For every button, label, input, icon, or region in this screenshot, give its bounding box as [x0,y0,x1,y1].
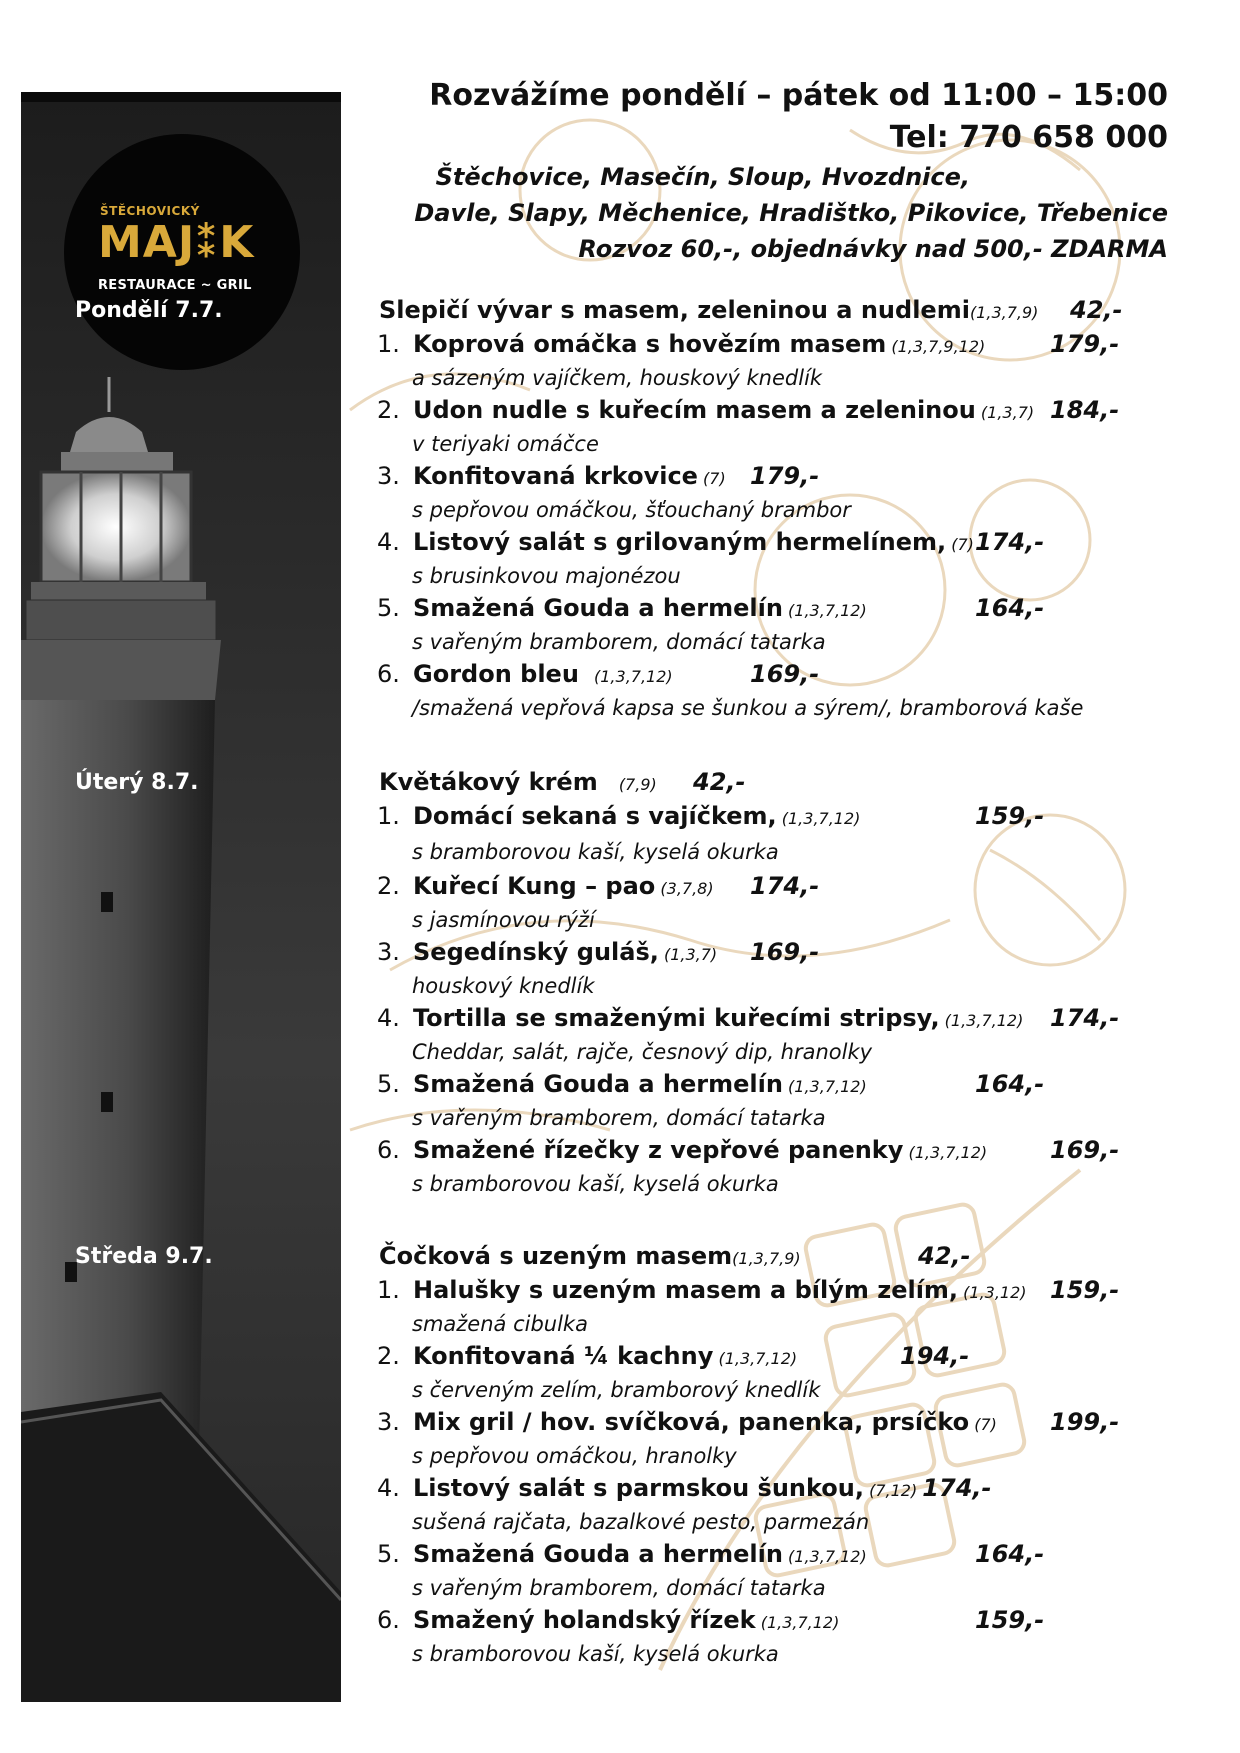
allergens: (7) [951,535,974,554]
item-price: 169,- [750,938,820,966]
dish-name: Tortilla se smaženými kuřecími stripsy, [413,1004,940,1032]
item-description: s brusinkovou majonézou [412,564,681,588]
menu-item [377,938,717,966]
item-number: 5. [377,594,400,622]
allergens: (7) [974,1415,997,1434]
menu-item [377,462,726,490]
menu-item [377,1474,991,1502]
item-number: 2. [377,1342,400,1370]
dish-name: Smažený holandský řízek [413,1606,756,1634]
item-price: 199,- [1050,1408,1120,1436]
item-price: 164,- [975,1070,1045,1098]
item-price: 174,- [975,528,1045,556]
dish-name: Halušky s uzeným masem a bílým zelím, [413,1276,959,1304]
item-price: 174,- [1050,1004,1120,1032]
menu-item [377,1070,867,1098]
allergens: (1,3,7,12) [760,1613,840,1632]
item-price: 169,- [1050,1136,1120,1164]
allergens: (1,3,7,12) [788,1077,867,1096]
allergens: (1,3,7,12) [908,1143,988,1162]
soup-price: 42,- [693,768,746,796]
menu-item [377,872,714,900]
allergens: (1,3,7,12) [788,601,867,620]
dish-name: Listový salát s grilovaným hermelínem, [413,528,947,556]
item-price: 174,- [750,872,820,900]
item-number: 6. [377,1606,400,1634]
dish-name: Domácí sekaná s vajíčkem, [413,802,777,830]
item-description: s jasmínovou rýží [412,908,595,932]
soup-name: Slepičí vývar s masem, zeleninou a nudlemi [379,296,970,324]
soup-name: Čočková s uzeným masem [379,1242,733,1270]
menu-item [377,528,974,556]
day-label-monday: Pondělí 7.7. [75,298,223,323]
delivery-hours: Rozvážíme pondělí – pátek od 11:00 – 15:00 [429,78,1168,113]
item-description: s pepřovou omáčkou, hranolky [412,1444,737,1468]
menu-item [377,1136,987,1164]
item-number: 1. [377,330,400,358]
logo-bottom-text: RESTAURACE ~ GRIL [98,278,252,293]
dish-name: Koprová omáčka s hovězím masem [413,330,887,358]
item-description: Cheddar, salát, rajče, česnový dip, hranolky [412,1040,873,1064]
soup-name: Květákový krém [379,768,598,796]
dish-name: Konfitovaná ¼ kachny [413,1342,714,1370]
allergens: (1,3,7,12) [944,1011,1024,1030]
item-number: 4. [377,1004,400,1032]
item-description: /smažená vepřová kapsa se šunkou a sýrem/, bramborová kaše [412,696,1084,720]
menu-item [377,660,673,688]
menu-item [377,330,985,358]
allergens: (1,3,7,12) [718,1349,798,1368]
allergens: (1,3,7,12) [781,809,861,828]
dish-name: Udon nudle s kuřecím masem a zeleninou [413,396,976,424]
logo-name: MAJ⁑K [98,217,255,268]
item-price: 169,- [750,660,820,688]
menu-item [377,1408,997,1436]
item-number: 1. [377,802,400,830]
item-number: 1. [377,1276,400,1304]
menu-item [377,1342,797,1370]
item-description: v teriyaki omáčce [412,432,599,456]
item-number: 2. [377,872,400,900]
allergens: (7) [703,469,726,488]
item-description: s vařeným bramborem, domácí tatarka [412,1106,826,1130]
dish-name: Smažená Gouda a hermelín [413,594,783,622]
item-price: 184,- [1050,396,1120,424]
menu-item [377,1540,867,1568]
allergens: (1,3,7,9) [969,303,1039,322]
item-price: 179,- [750,462,820,490]
item-number: 2. [377,396,400,424]
allergens: (1,3,7) [663,945,718,964]
item-description: houskový knedlík [412,974,595,998]
delivery-header [414,75,1168,267]
item-description: s bramborovou kaší, kyselá okurka [412,1172,779,1196]
dish-name: Smažená Gouda a hermelín [413,1070,783,1098]
dish-name: Gordon bleu [413,660,579,688]
dish-name: Mix gril / hov. svíčková, panenka, prsíčko [413,1408,970,1436]
day-label-tuesday: Úterý 8.7. [75,770,199,795]
soup-price: 42,- [918,1242,971,1270]
dish-name: Smažené řízečky z vepřové panenky [413,1136,904,1164]
item-number: 6. [377,1136,400,1164]
item-price: 179,- [1050,330,1120,358]
menu-item [377,1276,1027,1304]
allergens: (3,7,8) [660,879,714,898]
dish-name: Smažená Gouda a hermelín [413,1540,783,1568]
dish-name: Konfitovaná krkovice [413,462,698,490]
item-number: 5. [377,1540,400,1568]
item-description: s bramborovou kaší, kyselá okurka [412,1642,779,1666]
allergens: (1,3,7) [980,403,1035,422]
item-description: s vařeným bramborem, domácí tatarka [412,630,826,654]
allergens: (1,3,7,9) [732,1249,801,1268]
allergens: (1,3,12) [963,1283,1027,1302]
item-price: 164,- [975,594,1045,622]
menu-item [377,1004,1023,1032]
item-price: 159,- [975,802,1045,830]
allergens: (7,9) [618,775,657,794]
delivery-fee: Rozvoz 60,-, objednávky nad 500,- ZDARMA [578,235,1168,263]
soup-row [379,296,1038,324]
allergens: (7,12) [869,1481,918,1500]
item-number: 3. [377,462,400,490]
soup-row [379,1242,801,1270]
item-number: 3. [377,1408,400,1436]
dish-name: Listový salát s parmskou šunkou, [413,1474,864,1502]
dish-name: Segedínský guláš, [413,938,659,966]
item-description: s bramborovou kaší, kyselá okurka [412,840,779,864]
phone-number: Tel: 770 658 000 [889,120,1168,155]
soup-row [379,768,657,796]
item-description: s vařeným bramborem, domácí tatarka [412,1576,826,1600]
item-description: s pepřovou omáčkou, šťouchaný brambor [412,498,851,522]
allergens: (1,3,7,12) [594,667,673,686]
item-price: 174,- [922,1474,992,1502]
item-price: 164,- [975,1540,1045,1568]
item-price: 159,- [1050,1276,1120,1304]
item-description: a sázeným vajíčkem, houskový knedlík [412,366,823,390]
item-price: 194,- [900,1342,970,1370]
item-number: 3. [377,938,400,966]
allergens: (1,3,7,9,12) [891,337,986,356]
menu-item [377,594,867,622]
item-number: 4. [377,528,400,556]
item-description: sušená rajčata, bazalkové pesto, parmezán [412,1510,870,1534]
dish-name: Kuřecí Kung – pao [413,872,656,900]
menu-item [377,396,1034,424]
soup-price: 42,- [1070,296,1123,324]
logo-top-text: ŠTĚCHOVICKÝ [100,204,200,218]
restaurant-logo [64,134,300,370]
item-number: 6. [377,660,400,688]
menu-item [377,802,860,830]
delivery-towns-line2: Davle, Slapy, Měchenice, Hradištko, Pikovice, Třebenice [414,199,1168,227]
allergens: (1,3,7,12) [788,1547,867,1566]
menu-item [377,1606,839,1634]
item-description: smažená cibulka [412,1312,588,1336]
item-number: 5. [377,1070,400,1098]
item-number: 4. [377,1474,400,1502]
day-label-wednesday: Středa 9.7. [75,1244,213,1269]
delivery-towns-line1: Štěchovice, Masečín, Sloup, Hvozdnice, [435,163,970,191]
item-description: s červeným zelím, bramborový knedlík [412,1378,821,1402]
item-price: 159,- [975,1606,1045,1634]
